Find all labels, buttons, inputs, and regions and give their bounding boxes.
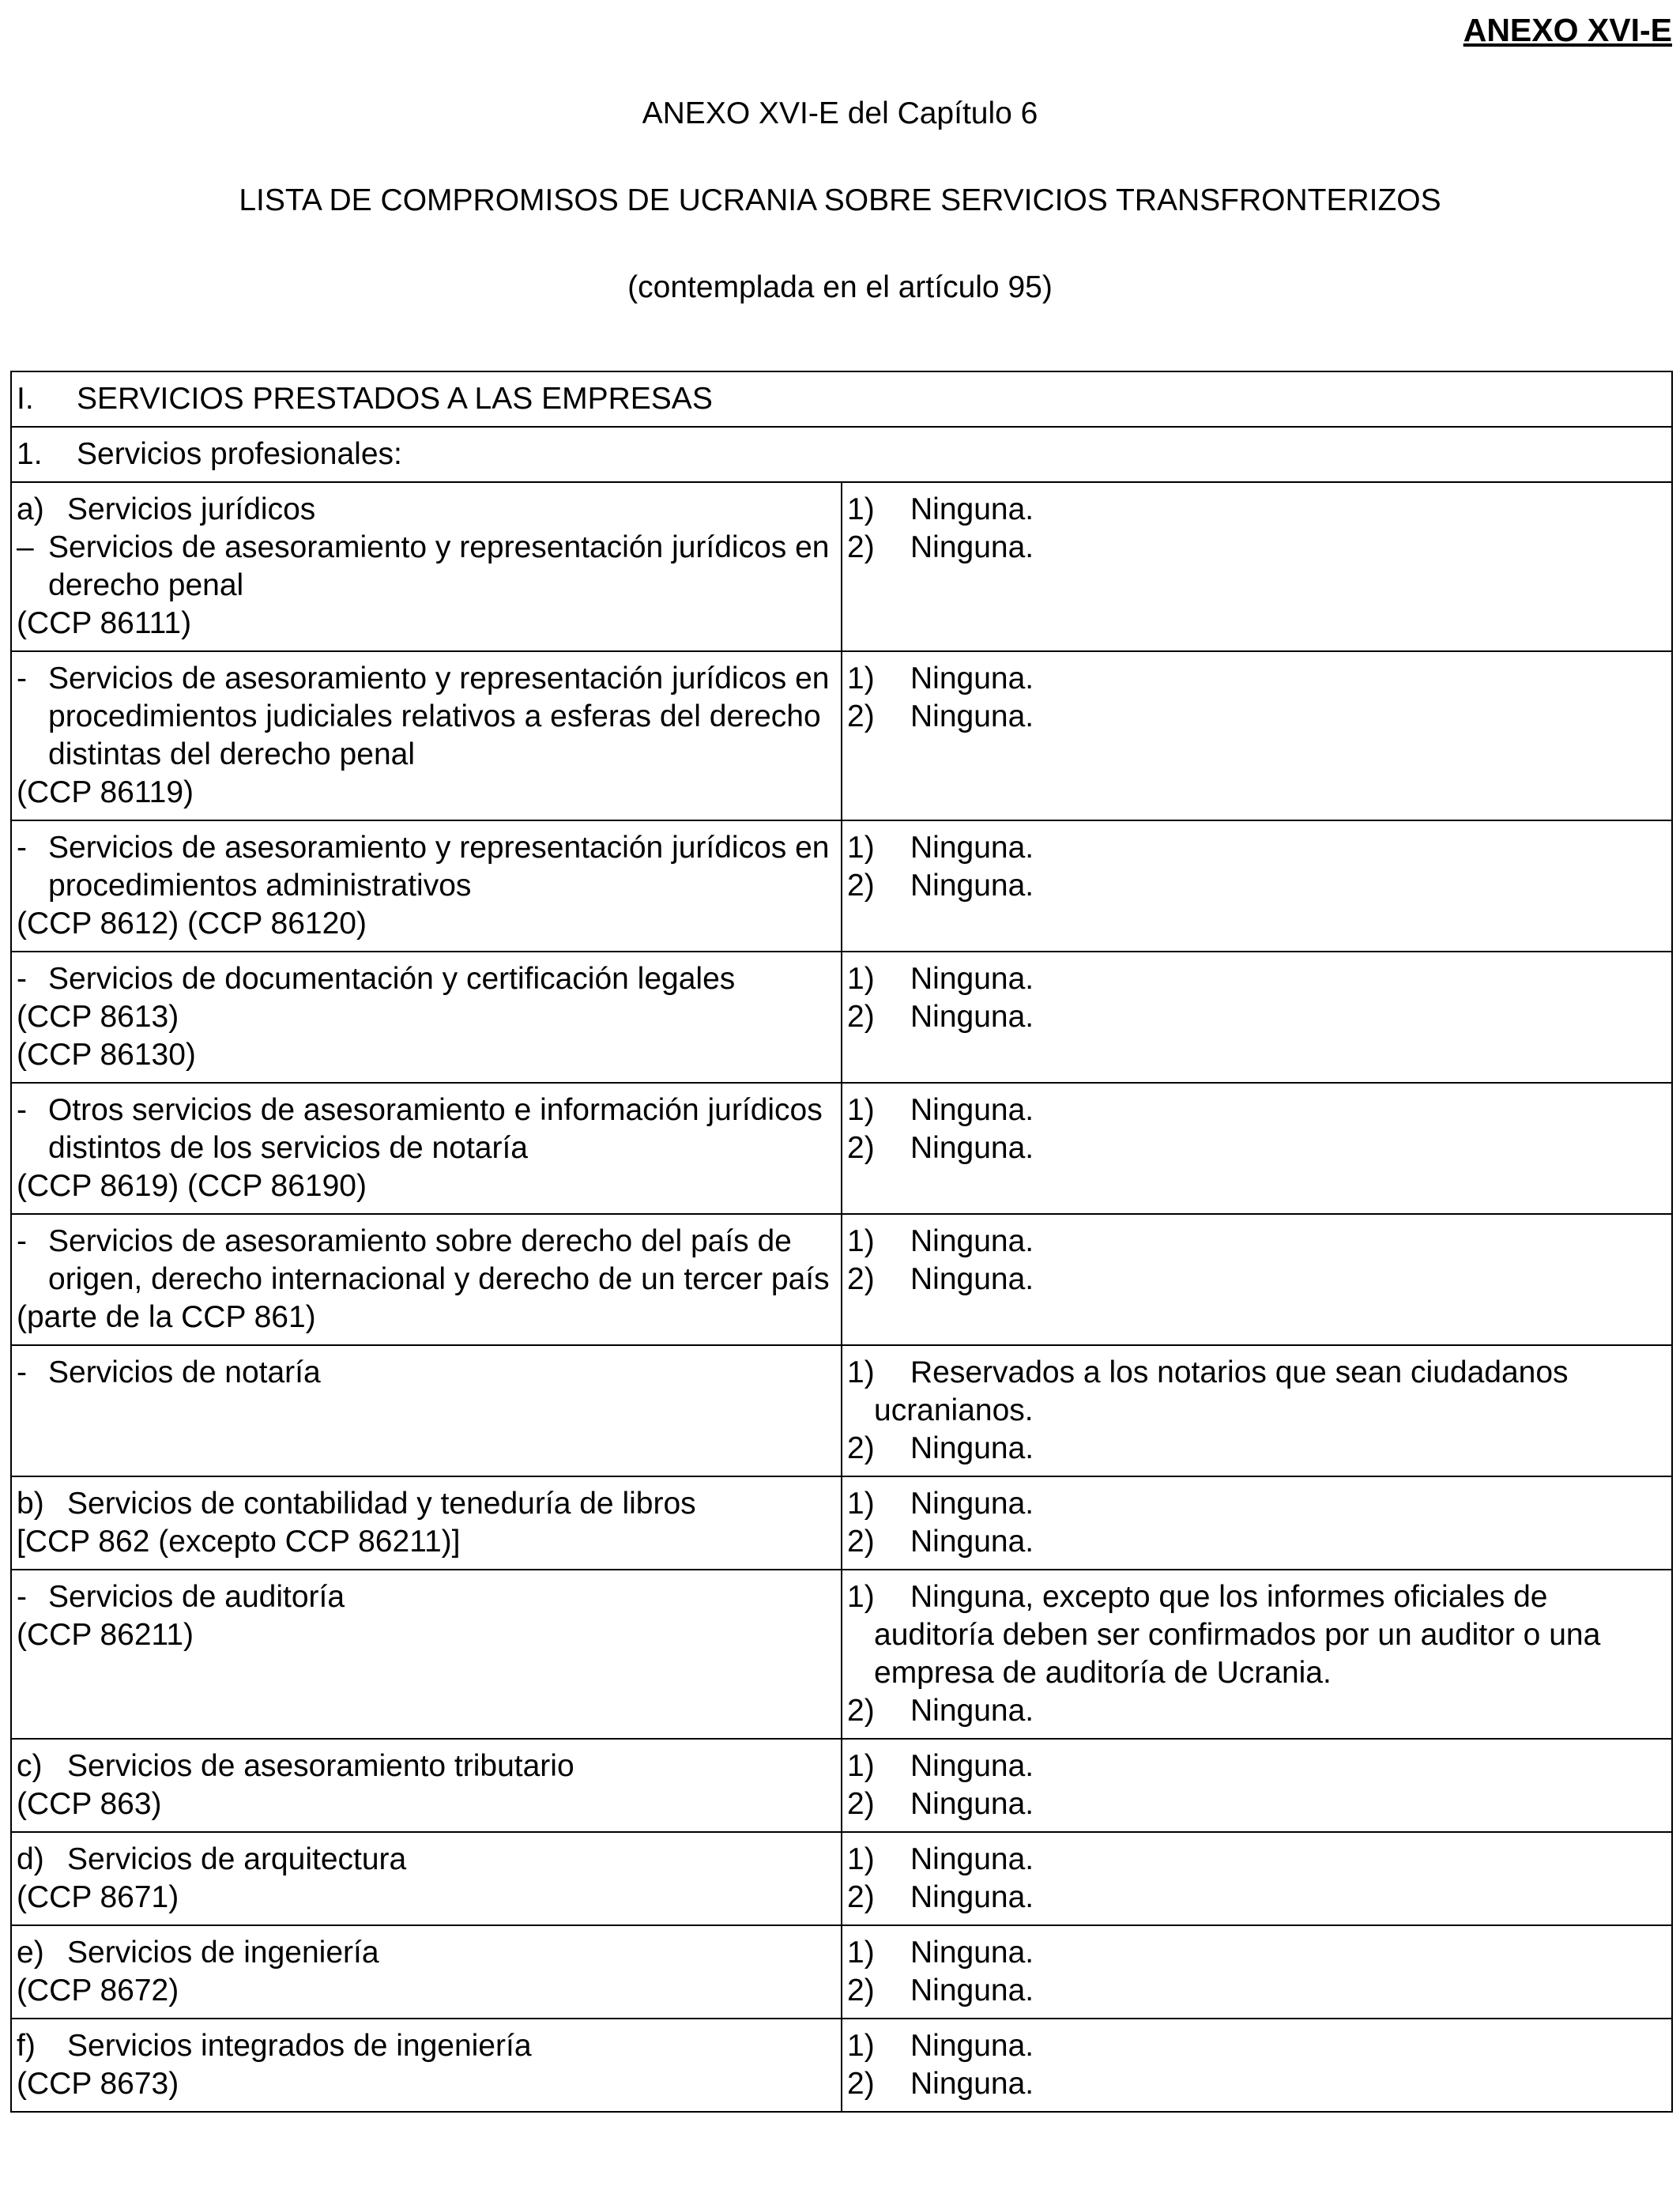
ccp-code: (CCP 863): [17, 1787, 162, 1821]
mode-entry: [847, 960, 1667, 998]
mode-number: 1): [847, 962, 875, 996]
mode-text: Ninguna.: [910, 831, 1034, 865]
mode-number: 1): [847, 1355, 875, 1389]
service-item-label: Servicios de notaría: [48, 1355, 321, 1389]
service-cell: [11, 1214, 842, 1345]
table-row: [11, 1739, 1672, 1832]
service-item: [17, 1223, 836, 1299]
commitment-cell: [842, 820, 1672, 952]
table-row: [11, 1570, 1672, 1739]
ccp-code: (CCP 8671): [17, 1880, 179, 1914]
mode-entry: [847, 998, 1667, 1036]
service-cell: [11, 1345, 842, 1476]
mode-entry: [847, 698, 1667, 736]
annex-title: ANEXO XVI-E del Capítulo 6: [642, 96, 1038, 130]
mode-text: Ninguna.: [910, 1842, 1034, 1876]
mode-text: Ninguna.: [910, 492, 1034, 526]
table-row: [11, 651, 1672, 820]
mode-text: Ninguna.: [910, 530, 1034, 564]
commitment-cell: [842, 1739, 1672, 1832]
commitment-cell: [842, 1570, 1672, 1739]
mode-number: 2): [847, 1787, 875, 1821]
ccp-code: (CCP 86211): [17, 1618, 194, 1652]
table-row: [11, 1832, 1672, 1925]
mode-entry: [847, 1261, 1667, 1299]
mode-entry: [847, 1485, 1667, 1523]
section-cell: [11, 371, 1672, 427]
service-heading-number: a): [17, 492, 44, 526]
mode-number: 2): [847, 1880, 875, 1914]
table-row: [11, 1214, 1672, 1345]
mode-text: Ninguna.: [910, 1973, 1034, 2007]
mode-entry: [847, 491, 1667, 529]
dash-marker: -: [17, 1355, 27, 1389]
service-heading: [17, 1841, 836, 1879]
service-heading-number: b): [17, 1487, 44, 1521]
mode-entry: [847, 1354, 1667, 1430]
mode-number: 2): [847, 1000, 875, 1034]
service-heading: [17, 1747, 836, 1785]
service-item: [17, 960, 836, 998]
service-cell: [11, 952, 842, 1083]
table-row: [11, 1925, 1672, 2019]
dash-marker: -: [17, 1093, 27, 1127]
mode-entry: [847, 1972, 1667, 2010]
mode-text: Ninguna.: [910, 699, 1034, 733]
mode-entry: [847, 829, 1667, 867]
commitment-cell: [842, 1214, 1672, 1345]
section-row: [11, 371, 1672, 427]
ccp-code: (CCP 86119): [17, 775, 194, 809]
article-reference: (contemplada en el artículo 95): [627, 270, 1053, 304]
service-cell: [11, 1832, 842, 1925]
service-item-label: Servicios de asesoramiento y representación jurídicos en procedimientos judiciales relativos a esferas del derecho distintas del derecho penal: [48, 662, 830, 771]
mode-text: Ninguna.: [910, 1131, 1034, 1165]
mode-text: Ninguna.: [910, 1749, 1034, 1783]
mode-number: 2): [847, 1694, 875, 1728]
mode-number: 2): [847, 1262, 875, 1296]
mode-number: 1): [847, 492, 875, 526]
ccp-code: (CCP 8613): [17, 1000, 179, 1034]
commitment-cell: [842, 2019, 1672, 2112]
mode-number: 1): [847, 2029, 875, 2063]
mode-number: 2): [847, 1525, 875, 1559]
service-heading-number: e): [17, 1936, 44, 1970]
mode-number: 2): [847, 2067, 875, 2101]
service-item: [17, 529, 836, 605]
subsection-label: Servicios profesionales:: [77, 437, 402, 471]
mode-number: 2): [847, 699, 875, 733]
table-row: [11, 1083, 1672, 1214]
service-cell: [11, 1925, 842, 2019]
mode-entry: [847, 1692, 1667, 1730]
service-heading: [17, 1485, 836, 1523]
service-heading-label: Servicios integrados de ingeniería: [67, 2029, 532, 2063]
table-row: [11, 2019, 1672, 2112]
commitment-cell: [842, 1925, 1672, 2019]
service-item-label: Servicios de asesoramiento y representación jurídicos en procedimientos administrativos: [48, 831, 830, 903]
mode-number: 1): [847, 1749, 875, 1783]
subsection-cell: [11, 427, 1672, 482]
mode-number: 1): [847, 1224, 875, 1258]
dash-marker: -: [17, 662, 27, 696]
dash-marker: –: [17, 530, 34, 564]
mode-entry: [847, 2027, 1667, 2065]
dash-marker: -: [17, 1580, 27, 1614]
commitment-cell: [842, 1083, 1672, 1214]
service-item: [17, 1578, 836, 1616]
mode-text: Ninguna.: [910, 1487, 1034, 1521]
mode-entry: [847, 1785, 1667, 1823]
service-heading-number: c): [17, 1749, 43, 1783]
mode-text: Ninguna.: [910, 1694, 1034, 1728]
ccp-code: (CCP 8612) (CCP 86120): [17, 907, 367, 941]
mode-number: 2): [847, 530, 875, 564]
mode-number: 1): [847, 662, 875, 696]
ccp-code: [CCP 862 (excepto CCP 86211)]: [17, 1525, 461, 1559]
subsection-number: 1.: [17, 437, 43, 471]
service-item: [17, 660, 836, 774]
service-item-label: Servicios de asesoramiento y representación jurídicos en derecho penal: [48, 530, 830, 602]
service-heading: [17, 491, 836, 529]
mode-entry: [847, 1934, 1667, 1972]
service-heading-label: Servicios jurídicos: [67, 492, 316, 526]
mode-number: 2): [847, 869, 875, 903]
mode-text: Ninguna.: [910, 869, 1034, 903]
service-item-label: Servicios de asesoramiento sobre derecho del país de origen, derecho internacional y derecho de un tercer país: [48, 1224, 830, 1296]
table-row: [11, 482, 1672, 651]
commitment-cell: [842, 1832, 1672, 1925]
mode-text: Ninguna.: [910, 1431, 1034, 1465]
commitment-cell: [842, 952, 1672, 1083]
mode-entry: [847, 1091, 1667, 1129]
document-subtitle: LISTA DE COMPROMISOS DE UCRANIA SOBRE SERVICIOS TRANSFRONTERIZOS: [239, 183, 1441, 217]
mode-entry: [847, 1523, 1667, 1561]
mode-entry: [847, 1430, 1667, 1468]
mode-text: Ninguna.: [910, 1262, 1034, 1296]
mode-text: Ninguna.: [910, 1224, 1034, 1258]
service-heading-label: Servicios de contabilidad y teneduría de libros: [67, 1487, 696, 1521]
mode-entry: [847, 1578, 1667, 1692]
dash-marker: -: [17, 962, 27, 996]
table-row: [11, 1345, 1672, 1476]
service-heading-number: d): [17, 1842, 44, 1876]
table-row: [11, 820, 1672, 952]
mode-text: Reservados a los notarios que sean ciudadanos ucranianos.: [874, 1355, 1569, 1427]
annex-tag: ANEXO XVI-E: [1463, 12, 1672, 48]
service-item-label: Servicios de auditoría: [48, 1580, 345, 1614]
service-cell: [11, 820, 842, 952]
mode-text: Ninguna.: [910, 1525, 1034, 1559]
commitments-table: [10, 371, 1673, 2113]
commitment-cell: [842, 651, 1672, 820]
mode-text: Ninguna.: [910, 1787, 1034, 1821]
mode-number: 1): [847, 1580, 875, 1614]
mode-text: Ninguna.: [910, 2029, 1034, 2063]
section-label: SERVICIOS PRESTADOS A LAS EMPRESAS: [77, 382, 713, 416]
mode-text: Ninguna.: [910, 962, 1034, 996]
subsection-row: [11, 427, 1672, 482]
mode-entry: [847, 2065, 1667, 2103]
mode-entry: [847, 1747, 1667, 1785]
mode-text: Ninguna, excepto que los informes oficiales de auditoría deben ser confirmados por un auditor o una empresa de auditoría de Ucrania.: [874, 1580, 1601, 1690]
dash-marker: -: [17, 1224, 27, 1258]
mode-entry: [847, 867, 1667, 905]
mode-number: 1): [847, 1842, 875, 1876]
mode-number: 2): [847, 1131, 875, 1165]
mode-number: 2): [847, 1973, 875, 2007]
service-heading-label: Servicios de ingeniería: [67, 1936, 379, 1970]
mode-entry: [847, 529, 1667, 567]
service-cell: [11, 2019, 842, 2112]
service-item-label: Otros servicios de asesoramiento e información jurídicos distintos de los servicios de notaría: [48, 1093, 823, 1165]
mode-entry: [847, 1129, 1667, 1167]
service-item: [17, 829, 836, 905]
mode-number: 2): [847, 1431, 875, 1465]
table-row: [11, 952, 1672, 1083]
service-cell: [11, 482, 842, 651]
mode-entry: [847, 1841, 1667, 1879]
commitment-cell: [842, 1345, 1672, 1476]
mode-text: Ninguna.: [910, 662, 1034, 696]
ccp-code: (CCP 8673): [17, 2067, 179, 2101]
mode-text: Ninguna.: [910, 1936, 1034, 1970]
service-heading-number: f): [17, 2029, 36, 2063]
mode-entry: [847, 1879, 1667, 1917]
service-item: [17, 1354, 836, 1392]
mode-number: 1): [847, 831, 875, 865]
mode-number: 1): [847, 1093, 875, 1127]
mode-entry: [847, 660, 1667, 698]
ccp-code: (CCP 86111): [17, 606, 192, 640]
mode-text: Ninguna.: [910, 1093, 1034, 1127]
commitment-cell: [842, 1476, 1672, 1570]
service-cell: [11, 651, 842, 820]
service-heading-label: Servicios de arquitectura: [67, 1842, 407, 1876]
service-item: [17, 1091, 836, 1167]
service-heading-label: Servicios de asesoramiento tributario: [67, 1749, 574, 1783]
service-heading: [17, 1934, 836, 1972]
ccp-code: (parte de la CCP 861): [17, 1300, 316, 1334]
mode-text: Ninguna.: [910, 1000, 1034, 1034]
service-cell: [11, 1476, 842, 1570]
service-item-label: Servicios de documentación y certificación legales: [48, 962, 736, 996]
mode-text: Ninguna.: [910, 1880, 1034, 1914]
commitment-cell: [842, 482, 1672, 651]
service-cell: [11, 1083, 842, 1214]
service-cell: [11, 1570, 842, 1739]
ccp-code: (CCP 8619) (CCP 86190): [17, 1169, 367, 1203]
mode-number: 1): [847, 1487, 875, 1521]
dash-marker: -: [17, 831, 27, 865]
section-number: I.: [17, 382, 34, 416]
mode-entry: [847, 1223, 1667, 1261]
mode-number: 1): [847, 1936, 875, 1970]
table-row: [11, 1476, 1672, 1570]
ccp-code: (CCP 86130): [17, 1038, 196, 1072]
ccp-code: (CCP 8672): [17, 1973, 179, 2007]
service-cell: [11, 1739, 842, 1832]
mode-text: Ninguna.: [910, 2067, 1034, 2101]
service-heading: [17, 2027, 836, 2065]
